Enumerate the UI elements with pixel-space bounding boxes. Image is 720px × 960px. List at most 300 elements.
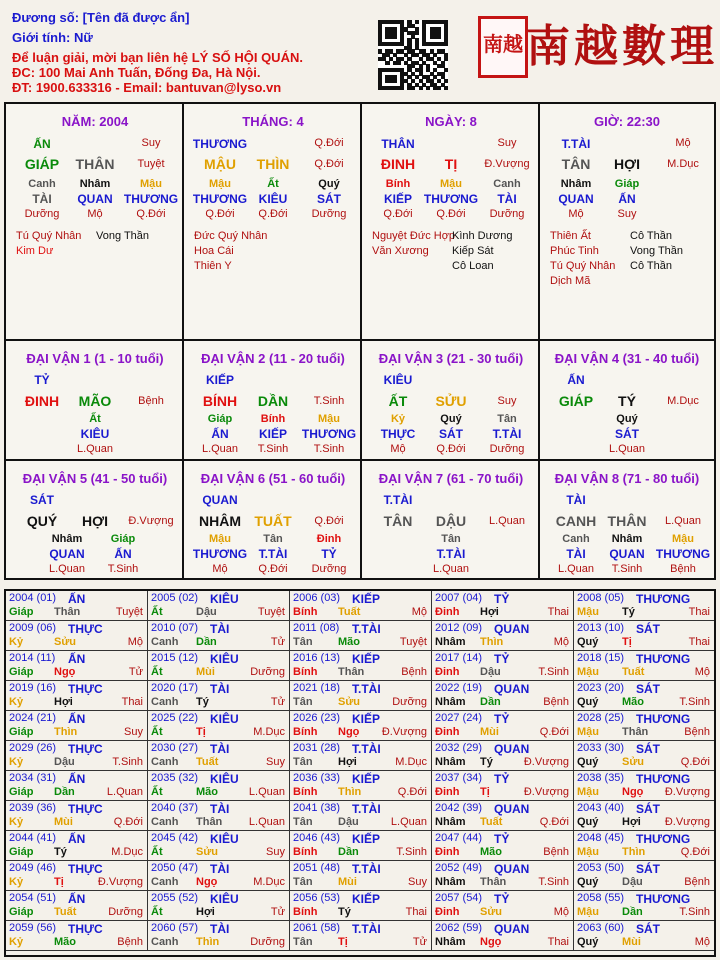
year-stage: Thai	[547, 936, 569, 948]
year-god: QUAN	[494, 862, 530, 876]
year-branch: Tý	[54, 846, 67, 858]
year-god: TỶ	[494, 832, 510, 846]
luck-title: ĐẠI VẬN 3 (21 - 30 tuổi)	[378, 351, 524, 366]
luck-stem: NHÂM	[199, 513, 241, 529]
year-stage: Dưỡng	[108, 906, 143, 918]
luck-title: ĐẠI VẬN 8 (71 - 80 tuổi)	[554, 471, 700, 486]
year-label: 2026 (23)	[293, 712, 341, 724]
year-branch: Mão	[622, 696, 644, 708]
year-cell	[432, 591, 574, 621]
year-stage: Tử	[270, 636, 285, 648]
pillar-title: THÁNG: 4	[242, 114, 304, 129]
year-stem: Nhâm	[435, 636, 466, 648]
year-cell	[574, 621, 714, 651]
hidden-god: KIÊU	[80, 427, 110, 441]
year-cell	[290, 771, 432, 801]
pillar-stage-top: Q.Đới	[314, 137, 344, 149]
year-label: 2022 (19)	[435, 682, 483, 694]
year-label: 2031 (28)	[293, 742, 341, 754]
year-stem: Tân	[293, 756, 313, 768]
year-god: QUAN	[494, 682, 530, 696]
hidden-stage: Dưỡng	[311, 208, 347, 220]
year-label: 2004 (01)	[9, 592, 57, 604]
year-label: 2006 (03)	[293, 592, 341, 604]
luck-title: ĐẠI VẬN 4 (31 - 40 tuổi)	[554, 351, 700, 366]
hidden-stem: Nhâm	[611, 533, 643, 545]
year-branch: Thân	[196, 816, 223, 828]
year-branch: Ngọ	[480, 936, 502, 948]
year-branch: Mùi	[338, 876, 357, 888]
brand-logo: 南越數理	[526, 21, 718, 72]
year-stage: Suy	[266, 756, 285, 768]
year-label: 2059 (56)	[9, 922, 57, 934]
year-god: T.TÀI	[352, 682, 381, 696]
luck-branch: DẦN	[257, 393, 289, 409]
year-branch: Mùi	[480, 726, 499, 738]
pillar-stem: ĐINH	[380, 156, 416, 172]
pillar-top-god: THÂN	[381, 137, 415, 151]
hidden-stem: Mậu	[440, 178, 462, 190]
hidden-god: THƯƠNG	[192, 192, 248, 206]
hidden-stage: Q.Đới	[136, 208, 166, 220]
star-right: Vong Thần	[96, 230, 150, 242]
year-stage: Q.Đới	[397, 786, 427, 798]
year-cell	[290, 681, 432, 711]
hidden-stem: Tân	[263, 533, 283, 545]
pillar-cell	[6, 104, 184, 341]
year-label: 2036 (33)	[293, 772, 341, 784]
pillar-title: NGÀY: 8	[425, 114, 477, 129]
hidden-stem: Kỷ	[390, 413, 406, 425]
year-stem: Mậu	[577, 726, 599, 738]
pillar-stage-branch: M.Dục	[667, 158, 699, 170]
address: ĐC: 100 Mai Anh Tuấn, Đống Đa, Hà Nội.	[12, 65, 261, 80]
luck-stem: QUÝ	[26, 513, 58, 529]
year-cell	[290, 741, 432, 771]
year-stage: Đ.Vượng	[381, 726, 427, 738]
year-branch: Dậu	[196, 606, 217, 618]
year-stage: M.Dục	[253, 726, 285, 738]
year-stem: Kỷ	[9, 876, 24, 888]
hidden-god: THƯƠNG	[192, 547, 248, 561]
year-branch: Tị	[622, 636, 632, 648]
hidden-stem: Canh	[562, 533, 590, 545]
hidden-stem: Nhâm	[560, 178, 592, 190]
star-left: Kim Dư	[16, 245, 54, 257]
year-branch: Mão	[196, 786, 218, 798]
year-stem: Quý	[577, 756, 599, 768]
year-stem: Nhâm	[435, 756, 466, 768]
year-stem: Tân	[293, 636, 313, 648]
year-branch: Thìn	[54, 726, 78, 738]
year-stage: Tuyệt	[399, 636, 427, 648]
year-branch: Sửu	[196, 846, 219, 858]
hidden-stem: Bính	[260, 413, 286, 425]
hidden-stem: Nhâm	[79, 178, 111, 190]
year-god: KIẾP	[352, 832, 381, 846]
year-stem: Canh	[151, 696, 179, 708]
year-stage: Mộ	[127, 636, 143, 648]
luck-branch: HỢI	[82, 513, 108, 529]
year-branch: Sửu	[338, 696, 361, 708]
year-god: QUAN	[494, 622, 530, 636]
year-branch: Tý	[338, 906, 351, 918]
hidden-stage: Bệnh	[670, 563, 696, 575]
year-stem: Mậu	[577, 906, 599, 918]
year-cell	[574, 651, 714, 681]
year-branch: Hợi	[338, 756, 357, 768]
hidden-stage: L.Quan	[608, 443, 646, 455]
contact-invite: Để luận giải, mời bạn liên hệ LÝ SỐ HỘI QUÁN.	[12, 50, 303, 65]
hidden-stage: Q.Đới	[258, 563, 288, 575]
year-branch: Mão	[338, 636, 360, 648]
year-stem: Mậu	[577, 786, 599, 798]
year-god: KIÊU	[210, 832, 239, 846]
pillar-stage-branch: Q.Đới	[314, 158, 344, 170]
year-god: T.TÀI	[352, 802, 381, 816]
year-stem: Canh	[151, 876, 179, 888]
year-label: 2021 (18)	[293, 682, 341, 694]
hidden-stage: Mộ	[212, 563, 228, 575]
hidden-stem: Ất	[89, 413, 101, 425]
hidden-stage: Dưỡng	[489, 443, 525, 455]
chart-grid	[4, 102, 716, 580]
year-cell	[6, 801, 148, 831]
hidden-god: QUAN	[49, 547, 85, 561]
year-cell	[6, 711, 148, 741]
star-left: Văn Xương	[372, 245, 429, 257]
hidden-stage: Q.Đới	[383, 208, 413, 220]
year-cell	[432, 801, 574, 831]
year-cell	[148, 591, 290, 621]
hidden-stem: Canh	[493, 178, 521, 190]
year-cell	[148, 741, 290, 771]
year-branch: Tị	[196, 726, 206, 738]
luck-title: ĐẠI VẬN 2 (11 - 20 tuổi)	[201, 351, 345, 366]
year-god: THỰC	[68, 682, 103, 696]
year-god: TỶ	[494, 892, 510, 906]
year-stage: Thai	[405, 906, 427, 918]
luck-cell	[362, 461, 540, 578]
luck-stage: Q.Đới	[314, 515, 344, 527]
star-left: Tú Quý Nhân	[16, 230, 82, 242]
star-left: Dịch Mã	[550, 275, 591, 287]
luck-stage: Đ.Vượng	[128, 515, 174, 527]
year-branch: Tị	[54, 876, 64, 888]
year-stem: Giáp	[9, 666, 34, 678]
hidden-stem: Quý	[318, 178, 340, 190]
year-cell	[290, 591, 432, 621]
year-cell	[148, 801, 290, 831]
year-stage: Tuyệt	[115, 606, 143, 618]
hidden-god: TỶ	[321, 547, 337, 561]
hidden-god: THỰC	[380, 427, 416, 441]
year-label: 2028 (25)	[577, 712, 625, 724]
luck-stage: M.Dục	[667, 395, 699, 407]
year-stem: Đinh	[435, 606, 460, 618]
year-god: THỰC	[68, 742, 103, 756]
hidden-stem: Mậu	[209, 178, 231, 190]
year-cell	[290, 891, 432, 921]
luck-stem: TÂN	[383, 513, 413, 529]
year-stage: Bệnh	[401, 666, 427, 678]
year-stage: Đ.Vượng	[523, 786, 569, 798]
year-label: 2040 (37)	[151, 802, 199, 814]
luck-cell	[184, 461, 362, 578]
year-stem: Kỷ	[9, 756, 24, 768]
year-stage: M.Dục	[395, 756, 427, 768]
hidden-god: KIẾP	[383, 192, 413, 206]
year-label: 2025 (22)	[151, 712, 199, 724]
year-god: ẤN	[68, 712, 86, 726]
hidden-stem: Giáp	[110, 533, 136, 545]
pillar-stage-branch: Tuyệt	[137, 158, 165, 170]
luck-stage: Suy	[497, 395, 517, 407]
hidden-god: TÀI	[566, 547, 586, 561]
year-stage: Dưỡng	[250, 936, 285, 948]
year-label: 2029 (26)	[9, 742, 57, 754]
year-god: KIẾP	[352, 592, 381, 606]
luck-cell	[362, 341, 540, 461]
year-label: 2051 (48)	[293, 862, 341, 874]
year-cell	[432, 921, 574, 951]
year-label: 2063 (60)	[577, 922, 625, 934]
year-cell	[574, 921, 714, 951]
year-branch: Tuất	[338, 606, 361, 618]
year-stem: Giáp	[9, 846, 34, 858]
year-god: THỰC	[68, 622, 103, 636]
year-stem: Giáp	[9, 906, 34, 918]
year-label: 2060 (57)	[151, 922, 199, 934]
year-cell	[6, 681, 148, 711]
hidden-stem: Mậu	[672, 533, 694, 545]
hidden-stage: T.Sinh	[257, 443, 289, 455]
year-branch: Thìn	[338, 786, 362, 798]
year-stage: Tử	[412, 936, 427, 948]
year-cell	[432, 831, 574, 861]
year-branch: Ngọ	[338, 726, 360, 738]
pillar-branch: TỊ	[444, 156, 458, 172]
year-god: TỶ	[494, 652, 510, 666]
year-god: THỰC	[68, 862, 103, 876]
year-cell	[148, 861, 290, 891]
year-cell	[574, 591, 714, 621]
year-stem: Mậu	[577, 666, 599, 678]
year-stem: Kỷ	[9, 636, 24, 648]
year-god: QUAN	[494, 802, 530, 816]
year-branch: Ngọ	[622, 786, 644, 798]
year-cell	[148, 711, 290, 741]
year-branch: Tuất	[196, 756, 219, 768]
year-stage: Bệnh	[543, 846, 569, 858]
hidden-stem: Giáp	[207, 413, 233, 425]
year-branch: Ngọ	[196, 876, 218, 888]
year-stem: Ất	[151, 786, 163, 798]
pillar-top-god: THƯƠNG	[192, 137, 248, 151]
year-stem: Tân	[293, 876, 313, 888]
year-stem: Giáp	[9, 726, 34, 738]
star-left: Đức Quý Nhân	[194, 230, 268, 242]
year-label: 2053 (50)	[577, 862, 625, 874]
year-stage: T.Sinh	[396, 846, 427, 858]
year-cell	[6, 591, 148, 621]
hidden-god: SÁT	[615, 427, 639, 441]
year-label: 2049 (46)	[9, 862, 57, 874]
year-branch: Dần	[54, 786, 75, 798]
hidden-god: QUAN	[77, 192, 113, 206]
year-stage: Tử	[270, 696, 285, 708]
year-god: KIẾP	[352, 652, 381, 666]
year-branch: Tý	[622, 606, 635, 618]
year-stem: Kỷ	[9, 696, 24, 708]
year-branch: Hợi	[480, 606, 499, 618]
year-stage: Đ.Vượng	[97, 876, 143, 888]
year-cell	[148, 831, 290, 861]
year-label: 2057 (54)	[435, 892, 483, 904]
year-god: ẤN	[68, 652, 86, 666]
year-god: TÀI	[210, 922, 230, 936]
luck-title: ĐẠI VẬN 7 (61 - 70 tuổi)	[378, 471, 524, 486]
hidden-god: THƯƠNG	[123, 192, 179, 206]
year-cell	[290, 921, 432, 951]
year-god: THƯƠNG	[636, 652, 691, 666]
year-stem: Canh	[151, 936, 179, 948]
pillar-top-god: ẤN	[33, 137, 51, 151]
year-stage: Thai	[688, 636, 710, 648]
year-stage: Bệnh	[117, 936, 143, 948]
pillar-cell	[184, 104, 362, 341]
hidden-stem: Giáp	[614, 178, 640, 190]
year-stem: Ất	[151, 606, 163, 618]
year-cell	[290, 711, 432, 741]
pillar-stage-top: Suy	[141, 137, 161, 149]
hidden-stage: Dưỡng	[311, 563, 347, 575]
year-stage: T.Sinh	[538, 876, 569, 888]
year-stage: Thai	[547, 606, 569, 618]
year-branch: Hợi	[54, 696, 73, 708]
year-stage: Đ.Vượng	[664, 786, 710, 798]
year-label: 2045 (42)	[151, 832, 199, 844]
year-god: THỰC	[68, 802, 103, 816]
hidden-stage: Mộ	[87, 208, 103, 220]
year-stem: Tân	[293, 696, 313, 708]
year-cell	[148, 651, 290, 681]
pillar-cell	[540, 104, 714, 341]
luck-title: ĐẠI VẬN 6 (51 - 60 tuổi)	[200, 471, 346, 486]
year-stage: Q.Đới	[539, 816, 569, 828]
luck-stage: Bệnh	[138, 395, 164, 407]
hidden-stage: Q.Đới	[436, 208, 466, 220]
year-stem: Bính	[293, 846, 318, 858]
year-label: 2014 (11)	[9, 652, 56, 664]
hidden-stem: Ất	[267, 178, 279, 190]
year-god: TÀI	[210, 682, 230, 696]
pillar-title: NĂM: 2004	[61, 114, 129, 129]
year-cell	[574, 891, 714, 921]
year-label: 2046 (43)	[293, 832, 341, 844]
year-branch: Tý	[196, 696, 209, 708]
year-stem: Đinh	[435, 906, 460, 918]
year-god: ẤN	[68, 772, 86, 786]
star-left: Nguyệt Đức Hợp	[372, 230, 456, 242]
year-label: 2008 (05)	[577, 592, 625, 604]
header	[0, 0, 720, 100]
year-god: KIẾP	[352, 892, 381, 906]
year-label: 2050 (47)	[151, 862, 199, 874]
year-stage: T.Sinh	[538, 666, 569, 678]
year-cell	[432, 651, 574, 681]
luck-stem: BÍNH	[202, 393, 238, 409]
year-stage: Tử	[128, 666, 143, 678]
year-branch: Sửu	[622, 756, 645, 768]
year-label: 2018 (15)	[577, 652, 625, 664]
year-stem: Canh	[151, 816, 179, 828]
year-branch: Dậu	[480, 666, 501, 678]
year-label: 2010 (07)	[151, 622, 199, 634]
year-label: 2039 (36)	[9, 802, 57, 814]
hidden-stage: T.Sinh	[107, 563, 139, 575]
year-stem: Ất	[151, 906, 163, 918]
hidden-stage: Dưỡng	[489, 208, 525, 220]
year-god: KIÊU	[210, 652, 239, 666]
year-god: THỰC	[68, 922, 103, 936]
year-stage: Q.Đới	[680, 846, 710, 858]
annual-table	[4, 589, 716, 957]
luck-god: QUAN	[202, 493, 238, 507]
hidden-god: T.TÀI	[258, 547, 288, 561]
hidden-god: QUAN	[558, 192, 594, 206]
year-god: THƯƠNG	[636, 892, 691, 906]
luck-branch: MÃO	[78, 393, 112, 409]
year-stage: Tử	[270, 906, 285, 918]
year-stem: Bính	[293, 666, 318, 678]
hidden-stem: Nhâm	[51, 533, 83, 545]
year-branch: Tị	[480, 786, 490, 798]
year-cell	[432, 771, 574, 801]
luck-stem: GIÁP	[558, 393, 594, 409]
year-stage: Thai	[121, 696, 143, 708]
year-branch: Mùi	[54, 816, 73, 828]
year-cell	[6, 651, 148, 681]
pillar-stem: TÂN	[561, 156, 591, 172]
year-branch: Mão	[480, 846, 502, 858]
year-stage: L.Quan	[248, 786, 285, 798]
year-stage: Q.Đới	[539, 726, 569, 738]
luck-title: ĐẠI VẬN 5 (41 - 50 tuổi)	[22, 471, 168, 486]
year-label: 2034 (31)	[9, 772, 57, 784]
year-label: 2052 (49)	[435, 862, 483, 874]
luck-god: TÀI	[566, 493, 586, 507]
year-branch: Dậu	[54, 756, 75, 768]
year-branch: Dần	[622, 906, 643, 918]
luck-stage: L.Quan	[664, 515, 702, 527]
year-cell	[148, 771, 290, 801]
luck-title: ĐẠI VẬN 1 (1 - 10 tuổi)	[26, 351, 164, 366]
year-stage: Dưỡng	[392, 696, 427, 708]
year-god: ẤN	[68, 892, 86, 906]
year-label: 2012 (09)	[435, 622, 483, 634]
year-stem: Tân	[293, 936, 313, 948]
year-cell	[574, 861, 714, 891]
year-god: T.TÀI	[352, 742, 381, 756]
year-label: 2017 (14)	[435, 652, 483, 664]
year-god: T.TÀI	[352, 862, 381, 876]
year-god: QUAN	[494, 922, 530, 936]
seal-stamp-icon: 南越	[478, 16, 528, 78]
year-stage: L.Quan	[248, 816, 285, 828]
hidden-stem: Bính	[385, 178, 411, 190]
star-left: Hoa Cái	[194, 245, 234, 257]
